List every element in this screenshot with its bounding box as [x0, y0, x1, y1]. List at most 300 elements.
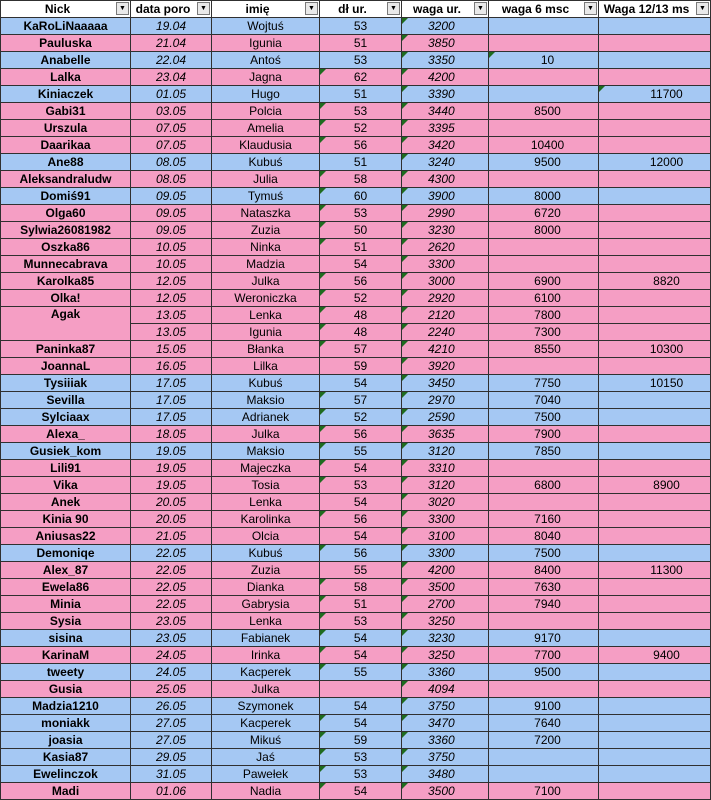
date-cell[interactable]	[131, 596, 212, 613]
weight-6m-cell[interactable]	[489, 613, 599, 630]
length-cell[interactable]	[320, 630, 402, 647]
weight-cell[interactable]	[402, 596, 489, 613]
weight-6m-cell[interactable]	[489, 783, 599, 800]
length-cell[interactable]	[320, 273, 402, 290]
name-cell[interactable]	[212, 494, 320, 511]
weight-12m-cell[interactable]	[599, 647, 711, 664]
weight-6m-cell[interactable]	[489, 562, 599, 579]
name-cell[interactable]	[212, 562, 320, 579]
name-cell[interactable]	[212, 443, 320, 460]
nick-cell[interactable]	[1, 664, 131, 681]
weight-6m-cell[interactable]	[489, 630, 599, 647]
name-cell[interactable]	[212, 460, 320, 477]
weight-6m-cell[interactable]	[489, 290, 599, 307]
nick-cell[interactable]	[1, 545, 131, 562]
date-cell[interactable]	[131, 426, 212, 443]
nick-cell[interactable]	[1, 766, 131, 783]
name-cell[interactable]	[212, 35, 320, 52]
nick-cell[interactable]	[1, 205, 131, 222]
weight-6m-cell[interactable]	[489, 324, 599, 341]
nick-cell[interactable]	[1, 103, 131, 120]
name-cell[interactable]	[212, 324, 320, 341]
weight-6m-cell[interactable]	[489, 137, 599, 154]
weight-cell[interactable]	[402, 443, 489, 460]
date-cell[interactable]	[131, 715, 212, 732]
weight-6m-cell[interactable]	[489, 375, 599, 392]
nick-cell[interactable]	[1, 52, 131, 69]
name-cell[interactable]	[212, 358, 320, 375]
weight-12m-cell[interactable]	[599, 511, 711, 528]
weight-cell[interactable]	[402, 86, 489, 103]
weight-cell[interactable]	[402, 698, 489, 715]
nick-cell[interactable]	[1, 426, 131, 443]
weight-12m-cell[interactable]	[599, 664, 711, 681]
weight-cell[interactable]	[402, 630, 489, 647]
weight-12m-cell[interactable]	[599, 715, 711, 732]
length-cell[interactable]	[320, 409, 402, 426]
name-cell[interactable]	[212, 375, 320, 392]
name-cell[interactable]	[212, 749, 320, 766]
length-cell[interactable]	[320, 732, 402, 749]
weight-cell[interactable]	[402, 562, 489, 579]
nick-cell[interactable]	[1, 239, 131, 256]
date-cell[interactable]	[131, 409, 212, 426]
weight-12m-cell[interactable]	[599, 137, 711, 154]
weight-6m-cell[interactable]	[489, 120, 599, 137]
weight-12m-cell[interactable]	[599, 749, 711, 766]
filter-dropdown-icon[interactable]: ▼	[116, 2, 129, 15]
weight-cell[interactable]	[402, 35, 489, 52]
nick-cell[interactable]	[1, 273, 131, 290]
weight-cell[interactable]	[402, 409, 489, 426]
weight-cell[interactable]	[402, 681, 489, 698]
weight-6m-cell[interactable]	[489, 409, 599, 426]
nick-cell[interactable]	[1, 392, 131, 409]
nick-cell[interactable]	[1, 137, 131, 154]
name-cell[interactable]	[212, 341, 320, 358]
weight-cell[interactable]	[402, 18, 489, 35]
name-cell[interactable]	[212, 579, 320, 596]
weight-cell[interactable]	[402, 239, 489, 256]
weight-cell[interactable]	[402, 732, 489, 749]
nick-cell[interactable]	[1, 171, 131, 188]
nick-cell[interactable]	[1, 120, 131, 137]
name-cell[interactable]	[212, 715, 320, 732]
weight-12m-cell[interactable]	[599, 477, 711, 494]
nick-cell[interactable]	[1, 460, 131, 477]
nick-cell[interactable]	[1, 613, 131, 630]
name-cell[interactable]	[212, 426, 320, 443]
nick-cell[interactable]	[1, 647, 131, 664]
nick-cell[interactable]	[1, 630, 131, 647]
weight-cell[interactable]	[402, 222, 489, 239]
length-cell[interactable]	[320, 324, 402, 341]
name-cell[interactable]	[212, 171, 320, 188]
nick-cell[interactable]	[1, 749, 131, 766]
length-cell[interactable]	[320, 137, 402, 154]
name-cell[interactable]	[212, 222, 320, 239]
weight-6m-cell[interactable]	[489, 443, 599, 460]
date-cell[interactable]	[131, 222, 212, 239]
length-cell[interactable]	[320, 392, 402, 409]
date-cell[interactable]	[131, 647, 212, 664]
weight-12m-cell[interactable]	[599, 613, 711, 630]
name-cell[interactable]	[212, 409, 320, 426]
length-cell[interactable]	[320, 477, 402, 494]
weight-cell[interactable]	[402, 341, 489, 358]
weight-6m-cell[interactable]	[489, 426, 599, 443]
nick-cell[interactable]	[1, 188, 131, 205]
length-cell[interactable]	[320, 103, 402, 120]
weight-cell[interactable]	[402, 120, 489, 137]
date-cell[interactable]	[131, 732, 212, 749]
date-cell[interactable]	[131, 630, 212, 647]
nick-cell[interactable]	[1, 596, 131, 613]
weight-cell[interactable]	[402, 545, 489, 562]
weight-12m-cell[interactable]	[599, 18, 711, 35]
filter-dropdown-icon[interactable]: ▼	[696, 2, 709, 15]
length-cell[interactable]	[320, 358, 402, 375]
weight-cell[interactable]	[402, 613, 489, 630]
weight-cell[interactable]	[402, 324, 489, 341]
length-cell[interactable]	[320, 426, 402, 443]
weight-cell[interactable]	[402, 103, 489, 120]
weight-cell[interactable]	[402, 664, 489, 681]
weight-6m-cell[interactable]	[489, 52, 599, 69]
nick-cell[interactable]	[1, 341, 131, 358]
filter-dropdown-icon[interactable]: ▼	[305, 2, 318, 15]
weight-12m-cell[interactable]	[599, 69, 711, 86]
nick-cell[interactable]	[1, 375, 131, 392]
weight-6m-cell[interactable]	[489, 103, 599, 120]
weight-cell[interactable]	[402, 273, 489, 290]
weight-6m-cell[interactable]	[489, 239, 599, 256]
weight-6m-cell[interactable]	[489, 545, 599, 562]
length-cell[interactable]	[320, 188, 402, 205]
length-cell[interactable]	[320, 86, 402, 103]
date-cell[interactable]	[131, 511, 212, 528]
weight-6m-cell[interactable]	[489, 341, 599, 358]
weight-6m-cell[interactable]	[489, 35, 599, 52]
name-cell[interactable]	[212, 528, 320, 545]
date-cell[interactable]	[131, 681, 212, 698]
date-cell[interactable]	[131, 664, 212, 681]
nick-cell[interactable]	[1, 409, 131, 426]
nick-cell[interactable]	[1, 290, 131, 307]
date-cell[interactable]	[131, 613, 212, 630]
nick-cell[interactable]	[1, 69, 131, 86]
weight-cell[interactable]	[402, 290, 489, 307]
name-cell[interactable]	[212, 120, 320, 137]
weight-12m-cell[interactable]	[599, 494, 711, 511]
name-cell[interactable]	[212, 256, 320, 273]
date-cell[interactable]	[131, 783, 212, 800]
weight-12m-cell[interactable]	[599, 426, 711, 443]
length-cell[interactable]	[320, 239, 402, 256]
length-cell[interactable]	[320, 715, 402, 732]
weight-cell[interactable]	[402, 69, 489, 86]
weight-6m-cell[interactable]	[489, 494, 599, 511]
date-cell[interactable]	[131, 171, 212, 188]
length-cell[interactable]	[320, 18, 402, 35]
nick-cell[interactable]	[1, 511, 131, 528]
name-cell[interactable]	[212, 290, 320, 307]
date-cell[interactable]	[131, 562, 212, 579]
date-cell[interactable]	[131, 69, 212, 86]
name-cell[interactable]	[212, 154, 320, 171]
date-cell[interactable]	[131, 698, 212, 715]
date-cell[interactable]	[131, 460, 212, 477]
weight-cell[interactable]	[402, 392, 489, 409]
date-cell[interactable]	[131, 545, 212, 562]
name-cell[interactable]	[212, 69, 320, 86]
length-cell[interactable]	[320, 35, 402, 52]
name-cell[interactable]	[212, 698, 320, 715]
name-cell[interactable]	[212, 477, 320, 494]
length-cell[interactable]	[320, 647, 402, 664]
weight-6m-cell[interactable]	[489, 307, 599, 324]
length-cell[interactable]	[320, 154, 402, 171]
filter-dropdown-icon[interactable]: ▼	[197, 2, 210, 15]
weight-12m-cell[interactable]	[599, 52, 711, 69]
nick-cell[interactable]	[1, 358, 131, 375]
weight-12m-cell[interactable]	[599, 579, 711, 596]
weight-12m-cell[interactable]	[599, 562, 711, 579]
date-cell[interactable]	[131, 579, 212, 596]
weight-12m-cell[interactable]	[599, 188, 711, 205]
weight-12m-cell[interactable]	[599, 120, 711, 137]
length-cell[interactable]	[320, 664, 402, 681]
weight-12m-cell[interactable]	[599, 290, 711, 307]
weight-12m-cell[interactable]	[599, 307, 711, 324]
date-cell[interactable]	[131, 324, 212, 341]
name-cell[interactable]	[212, 239, 320, 256]
length-cell[interactable]	[320, 562, 402, 579]
name-cell[interactable]	[212, 511, 320, 528]
length-cell[interactable]	[320, 545, 402, 562]
weight-6m-cell[interactable]	[489, 18, 599, 35]
weight-6m-cell[interactable]	[489, 86, 599, 103]
weight-6m-cell[interactable]	[489, 749, 599, 766]
weight-6m-cell[interactable]	[489, 358, 599, 375]
name-cell[interactable]	[212, 766, 320, 783]
weight-12m-cell[interactable]	[599, 630, 711, 647]
length-cell[interactable]	[320, 205, 402, 222]
length-cell[interactable]	[320, 171, 402, 188]
weight-6m-cell[interactable]	[489, 579, 599, 596]
date-cell[interactable]	[131, 137, 212, 154]
name-cell[interactable]	[212, 630, 320, 647]
weight-cell[interactable]	[402, 460, 489, 477]
date-cell[interactable]	[131, 35, 212, 52]
weight-6m-cell[interactable]	[489, 188, 599, 205]
weight-cell[interactable]	[402, 154, 489, 171]
weight-cell[interactable]	[402, 307, 489, 324]
nick-cell[interactable]	[1, 562, 131, 579]
nick-cell[interactable]	[1, 35, 131, 52]
nick-cell[interactable]	[1, 443, 131, 460]
filter-dropdown-icon[interactable]: ▼	[584, 2, 597, 15]
date-cell[interactable]	[131, 341, 212, 358]
nick-cell[interactable]	[1, 698, 131, 715]
weight-cell[interactable]	[402, 579, 489, 596]
weight-12m-cell[interactable]	[599, 222, 711, 239]
length-cell[interactable]	[320, 222, 402, 239]
weight-12m-cell[interactable]	[599, 154, 711, 171]
weight-12m-cell[interactable]	[599, 528, 711, 545]
weight-cell[interactable]	[402, 494, 489, 511]
nick-cell[interactable]	[1, 681, 131, 698]
date-cell[interactable]	[131, 103, 212, 120]
weight-12m-cell[interactable]	[599, 86, 711, 103]
weight-12m-cell[interactable]	[599, 171, 711, 188]
filter-dropdown-icon[interactable]: ▼	[387, 2, 400, 15]
weight-12m-cell[interactable]	[599, 681, 711, 698]
weight-6m-cell[interactable]	[489, 715, 599, 732]
weight-cell[interactable]	[402, 477, 489, 494]
weight-12m-cell[interactable]	[599, 698, 711, 715]
filter-dropdown-icon[interactable]: ▼	[474, 2, 487, 15]
nick-cell[interactable]	[1, 222, 131, 239]
length-cell[interactable]	[320, 120, 402, 137]
weight-6m-cell[interactable]	[489, 171, 599, 188]
date-cell[interactable]	[131, 273, 212, 290]
name-cell[interactable]	[212, 52, 320, 69]
date-cell[interactable]	[131, 120, 212, 137]
name-cell[interactable]	[212, 392, 320, 409]
length-cell[interactable]	[320, 307, 402, 324]
weight-cell[interactable]	[402, 715, 489, 732]
date-cell[interactable]	[131, 358, 212, 375]
length-cell[interactable]	[320, 494, 402, 511]
weight-6m-cell[interactable]	[489, 477, 599, 494]
length-cell[interactable]	[320, 341, 402, 358]
weight-6m-cell[interactable]	[489, 596, 599, 613]
weight-12m-cell[interactable]	[599, 766, 711, 783]
nick-cell[interactable]	[1, 154, 131, 171]
name-cell[interactable]	[212, 613, 320, 630]
weight-12m-cell[interactable]	[599, 460, 711, 477]
weight-12m-cell[interactable]	[599, 256, 711, 273]
length-cell[interactable]	[320, 579, 402, 596]
weight-6m-cell[interactable]	[489, 273, 599, 290]
weight-12m-cell[interactable]	[599, 392, 711, 409]
weight-cell[interactable]	[402, 749, 489, 766]
name-cell[interactable]	[212, 307, 320, 324]
name-cell[interactable]	[212, 545, 320, 562]
name-cell[interactable]	[212, 681, 320, 698]
length-cell[interactable]	[320, 596, 402, 613]
name-cell[interactable]	[212, 86, 320, 103]
weight-12m-cell[interactable]	[599, 324, 711, 341]
date-cell[interactable]	[131, 307, 212, 324]
length-cell[interactable]	[320, 375, 402, 392]
nick-cell[interactable]	[1, 307, 131, 341]
weight-12m-cell[interactable]	[599, 358, 711, 375]
nick-cell[interactable]	[1, 715, 131, 732]
name-cell[interactable]	[212, 273, 320, 290]
length-cell[interactable]	[320, 749, 402, 766]
date-cell[interactable]	[131, 18, 212, 35]
weight-6m-cell[interactable]	[489, 528, 599, 545]
weight-6m-cell[interactable]	[489, 647, 599, 664]
date-cell[interactable]	[131, 392, 212, 409]
date-cell[interactable]	[131, 766, 212, 783]
nick-cell[interactable]	[1, 18, 131, 35]
nick-cell[interactable]	[1, 477, 131, 494]
length-cell[interactable]	[320, 783, 402, 800]
nick-cell[interactable]	[1, 256, 131, 273]
date-cell[interactable]	[131, 477, 212, 494]
date-cell[interactable]	[131, 239, 212, 256]
nick-cell[interactable]	[1, 732, 131, 749]
length-cell[interactable]	[320, 766, 402, 783]
date-cell[interactable]	[131, 154, 212, 171]
date-cell[interactable]	[131, 494, 212, 511]
nick-cell[interactable]	[1, 579, 131, 596]
weight-6m-cell[interactable]	[489, 205, 599, 222]
date-cell[interactable]	[131, 749, 212, 766]
length-cell[interactable]	[320, 52, 402, 69]
weight-cell[interactable]	[402, 766, 489, 783]
nick-cell[interactable]	[1, 86, 131, 103]
nick-cell[interactable]	[1, 783, 131, 800]
date-cell[interactable]	[131, 528, 212, 545]
weight-cell[interactable]	[402, 256, 489, 273]
length-cell[interactable]	[320, 698, 402, 715]
length-cell[interactable]	[320, 443, 402, 460]
weight-12m-cell[interactable]	[599, 273, 711, 290]
name-cell[interactable]	[212, 783, 320, 800]
weight-cell[interactable]	[402, 52, 489, 69]
weight-6m-cell[interactable]	[489, 698, 599, 715]
length-cell[interactable]	[320, 511, 402, 528]
weight-cell[interactable]	[402, 205, 489, 222]
length-cell[interactable]	[320, 681, 402, 698]
weight-cell[interactable]	[402, 358, 489, 375]
weight-6m-cell[interactable]	[489, 681, 599, 698]
weight-cell[interactable]	[402, 426, 489, 443]
weight-12m-cell[interactable]	[599, 443, 711, 460]
name-cell[interactable]	[212, 137, 320, 154]
weight-12m-cell[interactable]	[599, 732, 711, 749]
weight-cell[interactable]	[402, 171, 489, 188]
nick-cell[interactable]	[1, 494, 131, 511]
weight-6m-cell[interactable]	[489, 256, 599, 273]
name-cell[interactable]	[212, 188, 320, 205]
date-cell[interactable]	[131, 256, 212, 273]
weight-12m-cell[interactable]	[599, 239, 711, 256]
length-cell[interactable]	[320, 290, 402, 307]
weight-cell[interactable]	[402, 783, 489, 800]
date-cell[interactable]	[131, 375, 212, 392]
weight-12m-cell[interactable]	[599, 375, 711, 392]
length-cell[interactable]	[320, 460, 402, 477]
nick-cell[interactable]	[1, 528, 131, 545]
name-cell[interactable]	[212, 596, 320, 613]
length-cell[interactable]	[320, 613, 402, 630]
weight-12m-cell[interactable]	[599, 103, 711, 120]
name-cell[interactable]	[212, 664, 320, 681]
weight-6m-cell[interactable]	[489, 511, 599, 528]
length-cell[interactable]	[320, 69, 402, 86]
weight-cell[interactable]	[402, 647, 489, 664]
weight-12m-cell[interactable]	[599, 35, 711, 52]
weight-6m-cell[interactable]	[489, 766, 599, 783]
date-cell[interactable]	[131, 443, 212, 460]
date-cell[interactable]	[131, 205, 212, 222]
weight-cell[interactable]	[402, 188, 489, 205]
